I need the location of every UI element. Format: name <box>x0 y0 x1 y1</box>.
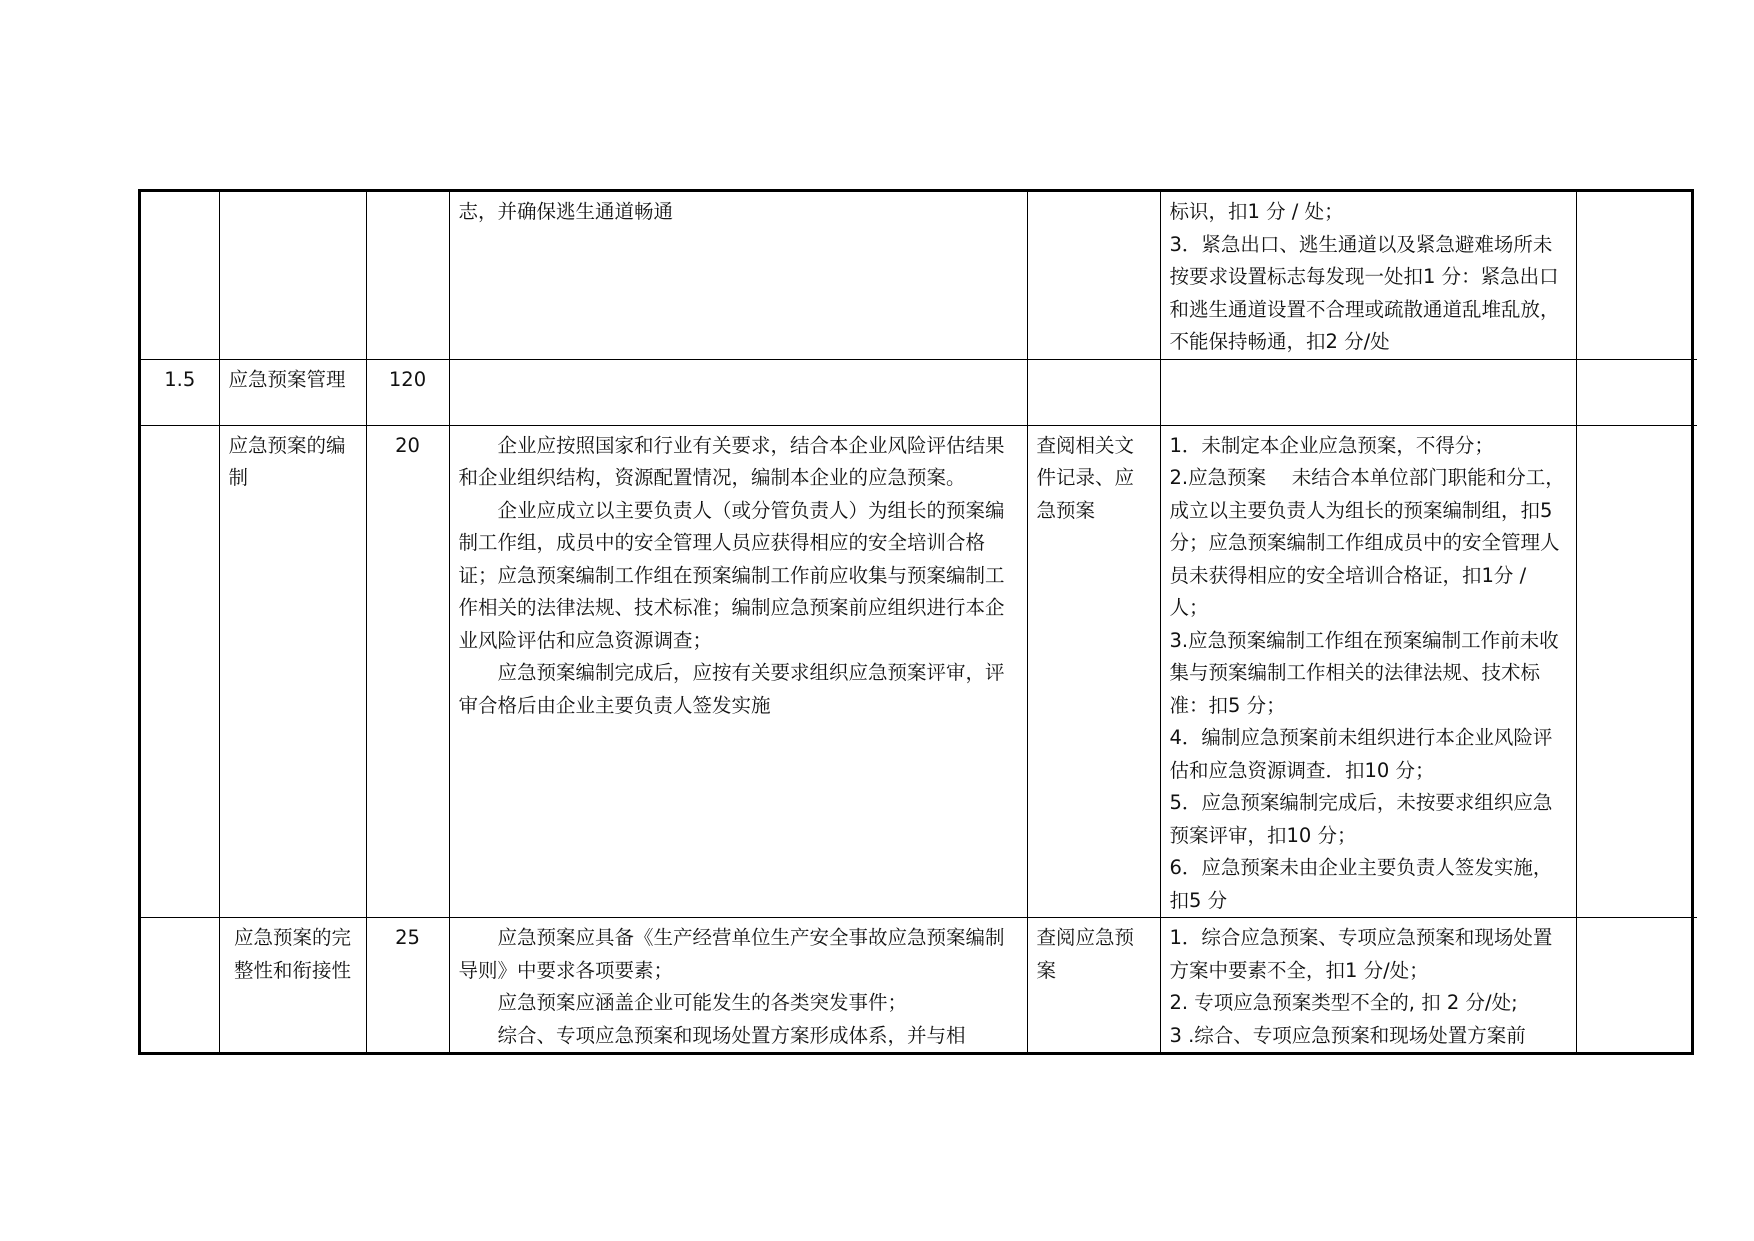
remark-cell <box>1576 918 1697 1053</box>
table-row <box>141 192 1697 359</box>
deduction-text: 3 .综合、专项应急预案和现场处置方案前 <box>1169 1023 1526 1047</box>
deduction-text: 1．综合应急预案、专项应急预案和现场处置方案中要素不全，扣1 分/处； <box>1169 926 1553 982</box>
deduction-cell <box>1160 918 1576 1053</box>
standard-paragraph: 综合、专项应急预案和现场处置方案形成体系，并与相 <box>497 1023 966 1047</box>
deduction-text: 3.应急预案编制工作组在预案编制工作前未收集与预案编制工作相关的法律法规、技术标准：扣5 分； <box>1169 628 1559 717</box>
standard-cell <box>449 192 1027 359</box>
deduction-text: 1．未制定本企业应急预案，不得分； <box>1169 433 1494 457</box>
evaluation-table <box>141 192 1697 1052</box>
method-cell <box>1027 192 1160 359</box>
standard-paragraph: 企业应成立以主要负责人（或分管负责人）为组长的预案编制工作组，成员中的安全管理人员应获得相应的安全培训合格证；应急预案编制工作组在预案编制工作前应收集与预案编制工作相关的法律法规、技术标准；编制应急预案前应组织进行本企业风险评估和应急资源调查； <box>458 498 1005 652</box>
standard-paragraph: 应急预案应涵盖企业可能发生的各类突发事件； <box>497 991 908 1014</box>
evaluation-table-page <box>138 189 1694 1055</box>
standard-paragraph: 应急预案编制完成后，应按有关要求组织应急预案评审，评审合格后由企业主要负责人签发实施 <box>458 661 1005 717</box>
remark-cell <box>1576 359 1697 425</box>
deduction-text: 标识，扣1 分 / 处； <box>1169 200 1344 223</box>
table-row <box>141 359 1697 425</box>
deduction-cell <box>1160 359 1576 425</box>
remark-cell <box>1576 192 1697 359</box>
item-number-cell: 1.5 <box>141 359 219 425</box>
deduction-cell <box>1160 425 1576 918</box>
remark-cell <box>1576 425 1697 918</box>
item-name-cell: 应急预案管理 <box>219 359 366 425</box>
deduction-text: 5．应急预案编制完成后，未按要求组织应急预案评审，扣10 分； <box>1169 791 1553 847</box>
standard-paragraph: 应急预案应具备《生产经营单位生产安全事故应急预案编制导则》中要求各项要素； <box>458 926 1005 982</box>
deduction-text: 2. 专项应急预案类型不全的, 扣 2 分/处; <box>1169 991 1518 1014</box>
item-number-cell <box>141 918 219 1053</box>
item-name-cell: 应急预案的完整性和衔接性 <box>219 918 366 1053</box>
method-cell <box>1027 359 1160 425</box>
item-name-cell <box>219 192 366 359</box>
table-row <box>141 425 1697 918</box>
item-number-cell <box>141 192 219 359</box>
table-row <box>141 918 1697 1053</box>
method-cell: 查阅应急预案 <box>1027 918 1160 1053</box>
standard-cell <box>449 918 1027 1053</box>
item-number-cell <box>141 425 219 918</box>
standard-text: 志，并确保逃生通道畅通 <box>458 200 674 223</box>
item-name-cell: 应急预案的编制 <box>219 425 366 918</box>
deduction-text: 6．应急预案未由企业主要负责人签发实施，扣5 分 <box>1169 856 1553 912</box>
score-cell: 25 <box>366 918 449 1053</box>
score-cell: 120 <box>366 359 449 425</box>
score-cell <box>366 192 449 359</box>
method-cell: 查阅相关文件记录、应急预案 <box>1027 425 1160 918</box>
deduction-text: 3．紧急出口、逃生通道以及紧急避难场所未按要求设置标志每发现一处扣1 分：紧急出口和逃生通道设置不合理或疏散通道乱堆乱放，不能保持畅通，扣2 分/处 <box>1169 232 1560 353</box>
standard-cell <box>449 359 1027 425</box>
deduction-text: 4．编制应急预案前未组织进行本企业风险评估和应急资源调查．扣10 分； <box>1169 726 1553 782</box>
score-cell: 20 <box>366 425 449 918</box>
standard-cell <box>449 425 1027 918</box>
deduction-cell <box>1160 192 1576 359</box>
deduction-text: 2.应急预案 未结合本单位部门职能和分工，成立以主要负责人为组长的预案编制组，扣5 分；应急预案编制工作组成员中的安全管理人员未获得相应的安全培训合格证，扣1分 / 人； <box>1169 466 1565 619</box>
standard-paragraph: 企业应按照国家和行业有关要求，结合本企业风险评估结果和企业组织结构，资源配置情况，编制本企业的应急预案。 <box>458 433 1005 489</box>
